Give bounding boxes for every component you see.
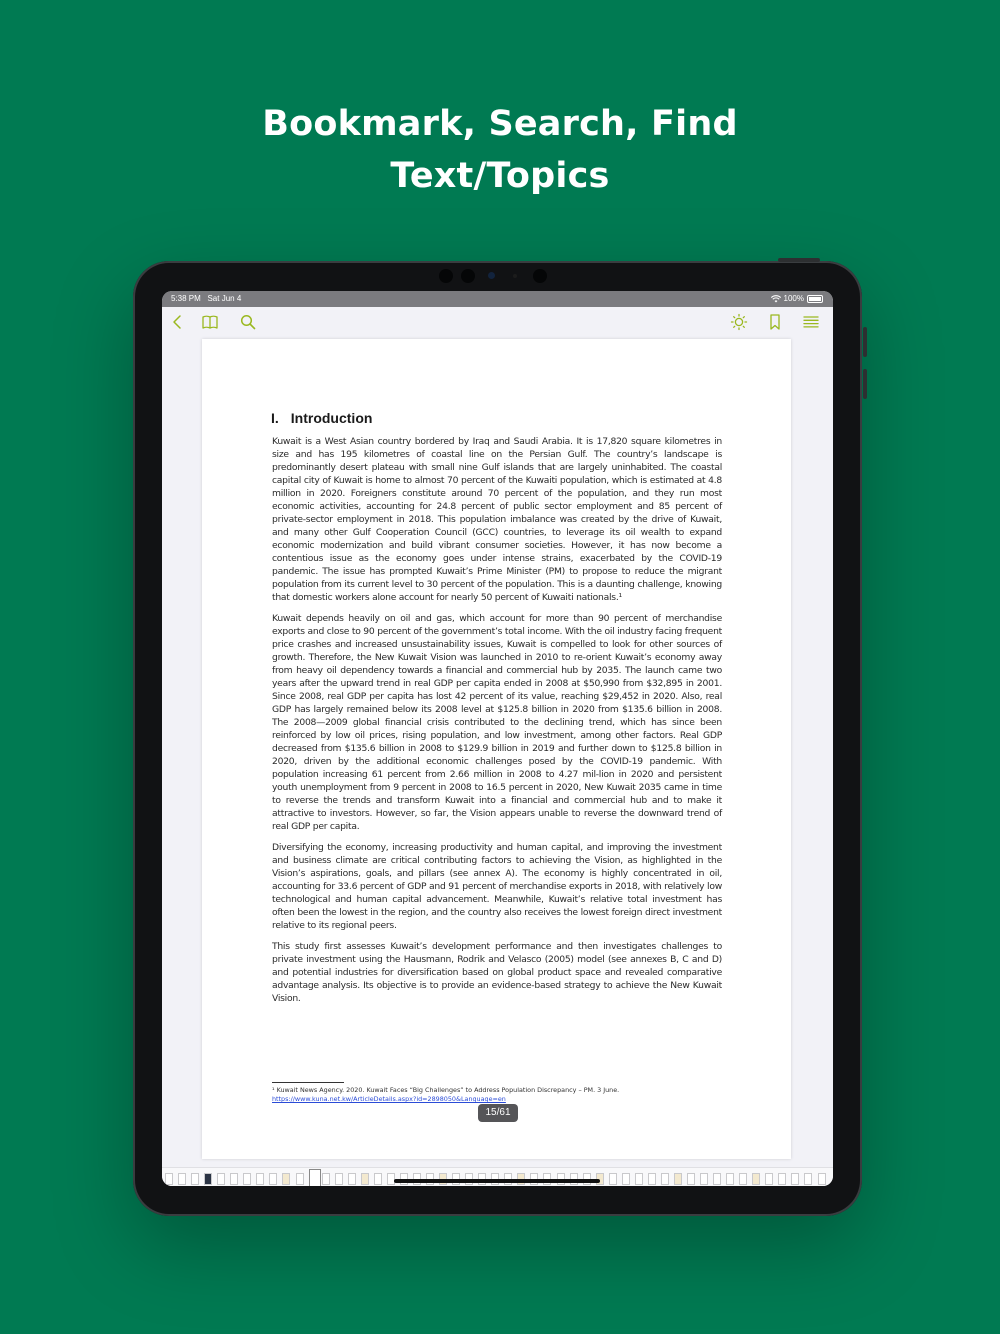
wifi-icon bbox=[771, 295, 781, 303]
page-thumbnail[interactable] bbox=[739, 1173, 747, 1185]
footnote-text: ¹ Kuwait News Agency. 2020. Kuwait Faces “Big Challenges” to Address Population Discrepancy – PM. 3 June. bbox=[272, 1086, 620, 1094]
paragraph: Kuwait depends heavily on oil and gas, which account for more than 90 percent of merchandise exports and close to 90 percent of the government’s total income. With the oil industry facing frequent price crashes and increased unsustainability issues, Kuwait is compelled to look for other sources of growth. Therefore, the New Kuwait Vision was launched in 2010 to re-orient Kuwait’s economy away from heavy oil dependency towards a financial and commercial hub by 2035. The launch came two years after the upward trend in real GDP per capita ended in 2008 at $50,990 from $32,895 in 2001. Since 2008, real GDP per capita has lost 42 percent of its value, reaching $29,452 in 2020. Also, real GDP has largely remained below its 2008 level at $125.8 billion in 2020 from $135.6 billion in 2008. The 2008—2009 global financial crisis contributed to the declining trend, which has since been reinforced by low oil prices, rising population, and low investment, among other factors. Real GDP decreased from $135.6 billion in 2008 to $129.9 billion in 2019 and further down to $125.8 billion in 2020, driven by the additional economic challenges posed by the COVID-19 pandemic. With population increasing 61 percent from 2.66 million in 2008 to 4.27 mil-lion in 2020 and persistent youth unemployment from 9 percent in 2008 to 16.5 percent in 2020, New Kuwait 2035 came in time to reverse the trends and transform Kuwait into a financial and commercial hub and to make it attractive to investors. However, so far, the Vision appears unable to reverse the downward trend of real GDP per capita. bbox=[272, 613, 722, 832]
page-indicator: 15/61 bbox=[478, 1104, 518, 1122]
volume-button-bottom bbox=[863, 369, 867, 399]
page-thumbnail[interactable] bbox=[661, 1173, 669, 1185]
camera-bar bbox=[439, 269, 551, 283]
camera-sensor-icon bbox=[513, 274, 517, 278]
page-thumbnail[interactable] bbox=[648, 1173, 656, 1185]
camera-sensor-icon bbox=[488, 272, 495, 279]
list-icon[interactable] bbox=[802, 313, 820, 331]
page-thumbnail[interactable] bbox=[217, 1173, 225, 1185]
page-thumbnail[interactable] bbox=[322, 1173, 330, 1185]
page-thumbnail[interactable] bbox=[622, 1173, 630, 1185]
toolbar bbox=[162, 307, 833, 337]
page-thumbnail[interactable] bbox=[165, 1173, 173, 1185]
camera-lens-icon bbox=[533, 269, 547, 283]
page-thumbnail[interactable] bbox=[309, 1169, 321, 1186]
bookmark-icon[interactable] bbox=[766, 313, 784, 331]
page-thumbnail[interactable] bbox=[282, 1173, 290, 1185]
page-thumbnail[interactable] bbox=[191, 1173, 199, 1185]
page-thumbnail[interactable] bbox=[804, 1173, 812, 1185]
home-indicator bbox=[394, 1179, 600, 1183]
volume-button-top bbox=[863, 327, 867, 357]
page-thumbnail[interactable] bbox=[778, 1173, 786, 1185]
headline bbox=[0, 98, 1000, 202]
paragraph: Kuwait is a West Asian country bordered by Iraq and Saudi Arabia. It is 17,820 square kilometres in size and has 195 kilometres of coastal line on the Persian Gulf. The country’s landscape is predominantly desert plateau with small nine Gulf islands that are largely uninhabited. The coastal capital city of Kuwait is home to almost 70 percent of the Kuwaiti population, which is estimated at 4.8 million in 2020. Foreigners constitute around 70 percent of the population, and they run most economic activities, accounting for 24.8 percent of public sector employment and 85 percent of private-sector employment in 2018. This population imbalance was created by the drive of Kuwait, and many other Gulf Cooperation Council (GCC) countries, to leverage its oil wealth to expand economic modernization and build vibrant consumer societies. However, it has now become a contentious issue as the economy goes under intense strains, exacerbated by the COVID-19 pandemic. The issue has prompted Kuwait’s Prime Minister (PM) to propose to reduce the migrant population from its current level to 30 percent of the population. This is a daunting challenge, knowing that domestic workers alone account for nearly 50 percent of Kuwaiti nationals.¹ bbox=[272, 436, 722, 603]
page-thumbnail[interactable] bbox=[674, 1173, 682, 1185]
page-thumbnail[interactable] bbox=[791, 1173, 799, 1185]
battery-percent: 100% bbox=[783, 294, 804, 303]
page-thumbnail[interactable] bbox=[818, 1173, 826, 1185]
status-date: Sat Jun 4 bbox=[207, 294, 242, 303]
document-page[interactable] bbox=[202, 339, 791, 1159]
camera-lens-icon bbox=[439, 269, 453, 283]
headline-line-2: Text/Topics bbox=[390, 156, 610, 196]
page-thumbnail[interactable] bbox=[348, 1173, 356, 1185]
footnote-link[interactable]: https://www.kuna.net.kw/ArticleDetails.aspx?id=2898050&Language=en bbox=[272, 1095, 506, 1103]
status-time-date bbox=[171, 291, 241, 307]
back-icon[interactable] bbox=[169, 313, 187, 331]
search-icon[interactable] bbox=[239, 313, 257, 331]
page-thumbnail[interactable] bbox=[230, 1173, 238, 1185]
section-title: Introduction bbox=[290, 410, 373, 426]
power-button bbox=[778, 258, 820, 262]
section-heading bbox=[271, 410, 372, 426]
page-thumbnail[interactable] bbox=[361, 1173, 369, 1185]
status-bar bbox=[162, 291, 833, 307]
page-thumbnail[interactable] bbox=[243, 1173, 251, 1185]
paragraph: Diversifying the economy, increasing productivity and human capital, and improving the investment and business climate are critical contributing factors to achieving the Vision, as highlighted in the Vision’s aspirations, goals, and pillars (see annex A). The economy is highly concentrated in oil, accounting for 33.6 percent of GDP and 91 percent of merchandise exports in 2018, with relatively low technological and human capital advancement. Meanwhile, Kuwait’s relative total investment has often been the lowest in the region, and the country also receives the lowest foreign direct investment relative to its regional peers. bbox=[272, 842, 722, 931]
page-thumbnail[interactable] bbox=[204, 1173, 212, 1185]
document-body bbox=[272, 435, 722, 1013]
page-thumbnail[interactable] bbox=[256, 1173, 264, 1185]
page-thumbnail[interactable] bbox=[296, 1173, 304, 1185]
screen bbox=[162, 291, 833, 1186]
brightness-icon[interactable] bbox=[730, 313, 748, 331]
paragraph: This study first assesses Kuwait’s development performance and then investigates challenges to private investment using the Hausmann, Rodrik and Velasco (2005) model (see annexes B, C and D) and potential industries for diversification based on global product space and revealed comparative advantage analysis. Its objective is to provide an evidence-based strategy to achieve the New Kuwait Vision. bbox=[272, 941, 722, 1004]
footnote bbox=[272, 1086, 724, 1104]
page-thumbnail[interactable] bbox=[269, 1173, 277, 1185]
status-time: 5:38 PM bbox=[171, 294, 201, 303]
page-thumbnail[interactable] bbox=[374, 1173, 382, 1185]
book-icon[interactable] bbox=[201, 313, 219, 331]
page-thumbnail[interactable] bbox=[713, 1173, 721, 1185]
page-thumbnail[interactable] bbox=[178, 1173, 186, 1185]
page-thumbnail[interactable] bbox=[752, 1173, 760, 1185]
page-thumbnail[interactable] bbox=[687, 1173, 695, 1185]
headline-line-1: Bookmark, Search, Find bbox=[262, 104, 738, 144]
camera-lens-icon bbox=[461, 269, 475, 283]
page-thumbnail[interactable] bbox=[700, 1173, 708, 1185]
section-number: I. bbox=[271, 410, 279, 426]
page-thumbnail[interactable] bbox=[335, 1173, 343, 1185]
page-thumbnail[interactable] bbox=[609, 1173, 617, 1185]
page-thumbnail[interactable] bbox=[635, 1173, 643, 1185]
page-thumbnail[interactable] bbox=[726, 1173, 734, 1185]
footnote-divider bbox=[272, 1082, 344, 1083]
battery-icon bbox=[807, 295, 823, 303]
thumbnail-strip[interactable] bbox=[162, 1167, 833, 1186]
tablet-device bbox=[133, 261, 862, 1216]
status-right bbox=[771, 291, 823, 307]
page-thumbnail[interactable] bbox=[765, 1173, 773, 1185]
